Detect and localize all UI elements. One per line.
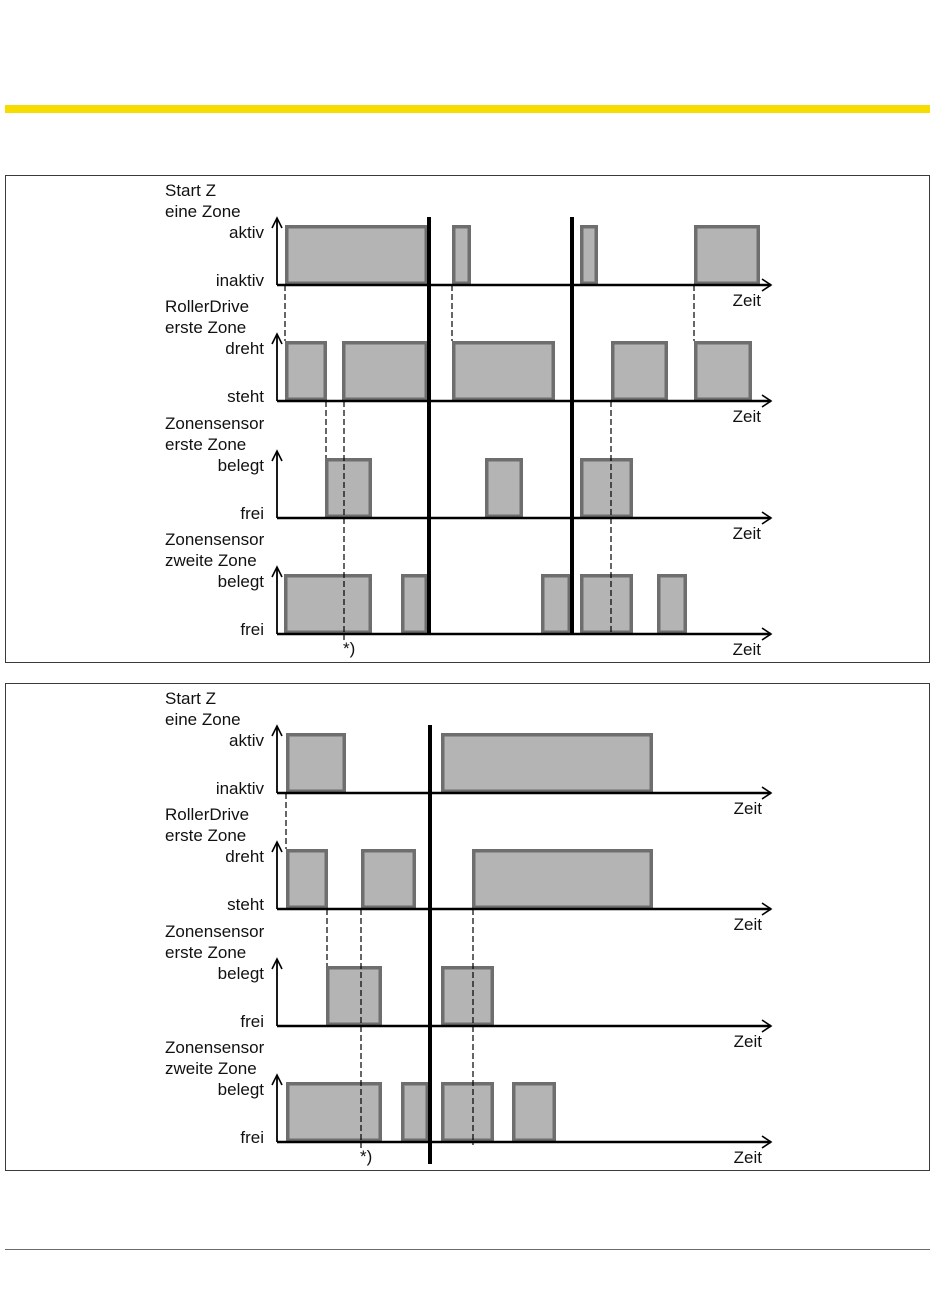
track-title: Zonensensor — [165, 1038, 265, 1057]
time-axis-label: Zeit — [732, 407, 761, 426]
track-rollerdrive-first-zone — [165, 805, 771, 934]
signal-pulse — [582, 576, 632, 633]
state-low-label: frei — [240, 620, 264, 639]
signal-pulse — [288, 735, 345, 792]
track-subtitle: zweite Zone — [165, 551, 257, 570]
time-axis-label: Zeit — [733, 1148, 762, 1167]
track-subtitle: eine Zone — [165, 202, 241, 221]
state-high-label: belegt — [217, 456, 264, 475]
track-subtitle: erste Zone — [165, 943, 247, 962]
track-rollerdrive-first-zone — [165, 297, 771, 426]
signal-pulse — [696, 227, 759, 284]
track-subtitle: erste Zone — [165, 318, 247, 337]
signal-pulse — [443, 1084, 493, 1141]
track-subtitle: erste Zone — [165, 435, 247, 454]
signal-pulse — [403, 1084, 428, 1141]
state-low-label: inaktiv — [215, 271, 264, 290]
signal-pulse — [287, 227, 427, 284]
signal-pulse — [454, 343, 554, 400]
state-high-label: dreht — [225, 339, 264, 358]
time-axis-label: Zeit — [732, 640, 761, 659]
signal-pulse — [328, 968, 381, 1025]
signal-pulse — [514, 1084, 555, 1141]
signal-pulse — [474, 851, 652, 908]
signal-pulse — [287, 343, 326, 400]
state-high-label: belegt — [217, 1080, 264, 1099]
signal-pulse — [696, 343, 751, 400]
track-sensor-second-zone — [165, 530, 771, 659]
track-sensor-first-zone — [165, 414, 771, 543]
track-sensor-second-zone — [165, 1038, 771, 1167]
track-title: Zonensensor — [165, 414, 265, 433]
track-subtitle: erste Zone — [165, 826, 247, 845]
state-low-label: inaktiv — [215, 779, 264, 798]
signal-pulse — [443, 968, 493, 1025]
track-title: Zonensensor — [165, 530, 265, 549]
track-title: RollerDrive — [165, 297, 250, 316]
track-start-zone — [165, 181, 771, 310]
time-axis-label: Zeit — [733, 915, 762, 934]
time-axis-label: Zeit — [732, 291, 761, 310]
signal-pulse — [288, 851, 327, 908]
track-sensor-first-zone — [165, 922, 771, 1051]
track-subtitle: eine Zone — [165, 710, 241, 729]
state-low-label: steht — [227, 895, 264, 914]
state-low-label: frei — [240, 1012, 264, 1031]
signal-pulse — [443, 735, 652, 792]
signal-pulse — [286, 576, 371, 633]
state-high-label: dreht — [225, 847, 264, 866]
time-axis-label: Zeit — [733, 799, 762, 818]
signal-pulse — [454, 227, 470, 284]
track-title: Start Z — [165, 181, 217, 200]
state-high-label: belegt — [217, 572, 264, 591]
signal-pulse — [288, 1084, 381, 1141]
signal-pulse — [363, 851, 415, 908]
signal-pulse — [613, 343, 667, 400]
signal-pulse — [344, 343, 427, 400]
state-low-label: frei — [240, 504, 264, 523]
signal-pulse — [659, 576, 686, 633]
track-subtitle: zweite Zone — [165, 1059, 257, 1078]
timing-diagram-2 — [6, 684, 930, 1171]
state-high-label: aktiv — [229, 731, 264, 750]
footnote-marker: *) — [343, 639, 356, 658]
footnote-marker: *) — [360, 1147, 373, 1166]
state-low-label: frei — [240, 1128, 264, 1147]
signal-pulse — [403, 576, 427, 633]
signal-pulse — [582, 227, 597, 284]
state-high-label: aktiv — [229, 223, 264, 242]
footer-rule — [5, 1249, 930, 1250]
track-title: Zonensensor — [165, 922, 265, 941]
state-low-label: steht — [227, 387, 264, 406]
signal-pulse — [487, 460, 522, 517]
time-axis-label: Zeit — [732, 524, 761, 543]
track-title: Start Z — [165, 689, 217, 708]
timing-diagram-1 — [6, 176, 930, 663]
signal-pulse — [327, 460, 371, 517]
signal-pulse — [543, 576, 570, 633]
signal-pulse — [582, 460, 632, 517]
state-high-label: belegt — [217, 964, 264, 983]
track-title: RollerDrive — [165, 805, 250, 824]
time-axis-label: Zeit — [733, 1032, 762, 1051]
track-start-zone — [165, 689, 771, 818]
